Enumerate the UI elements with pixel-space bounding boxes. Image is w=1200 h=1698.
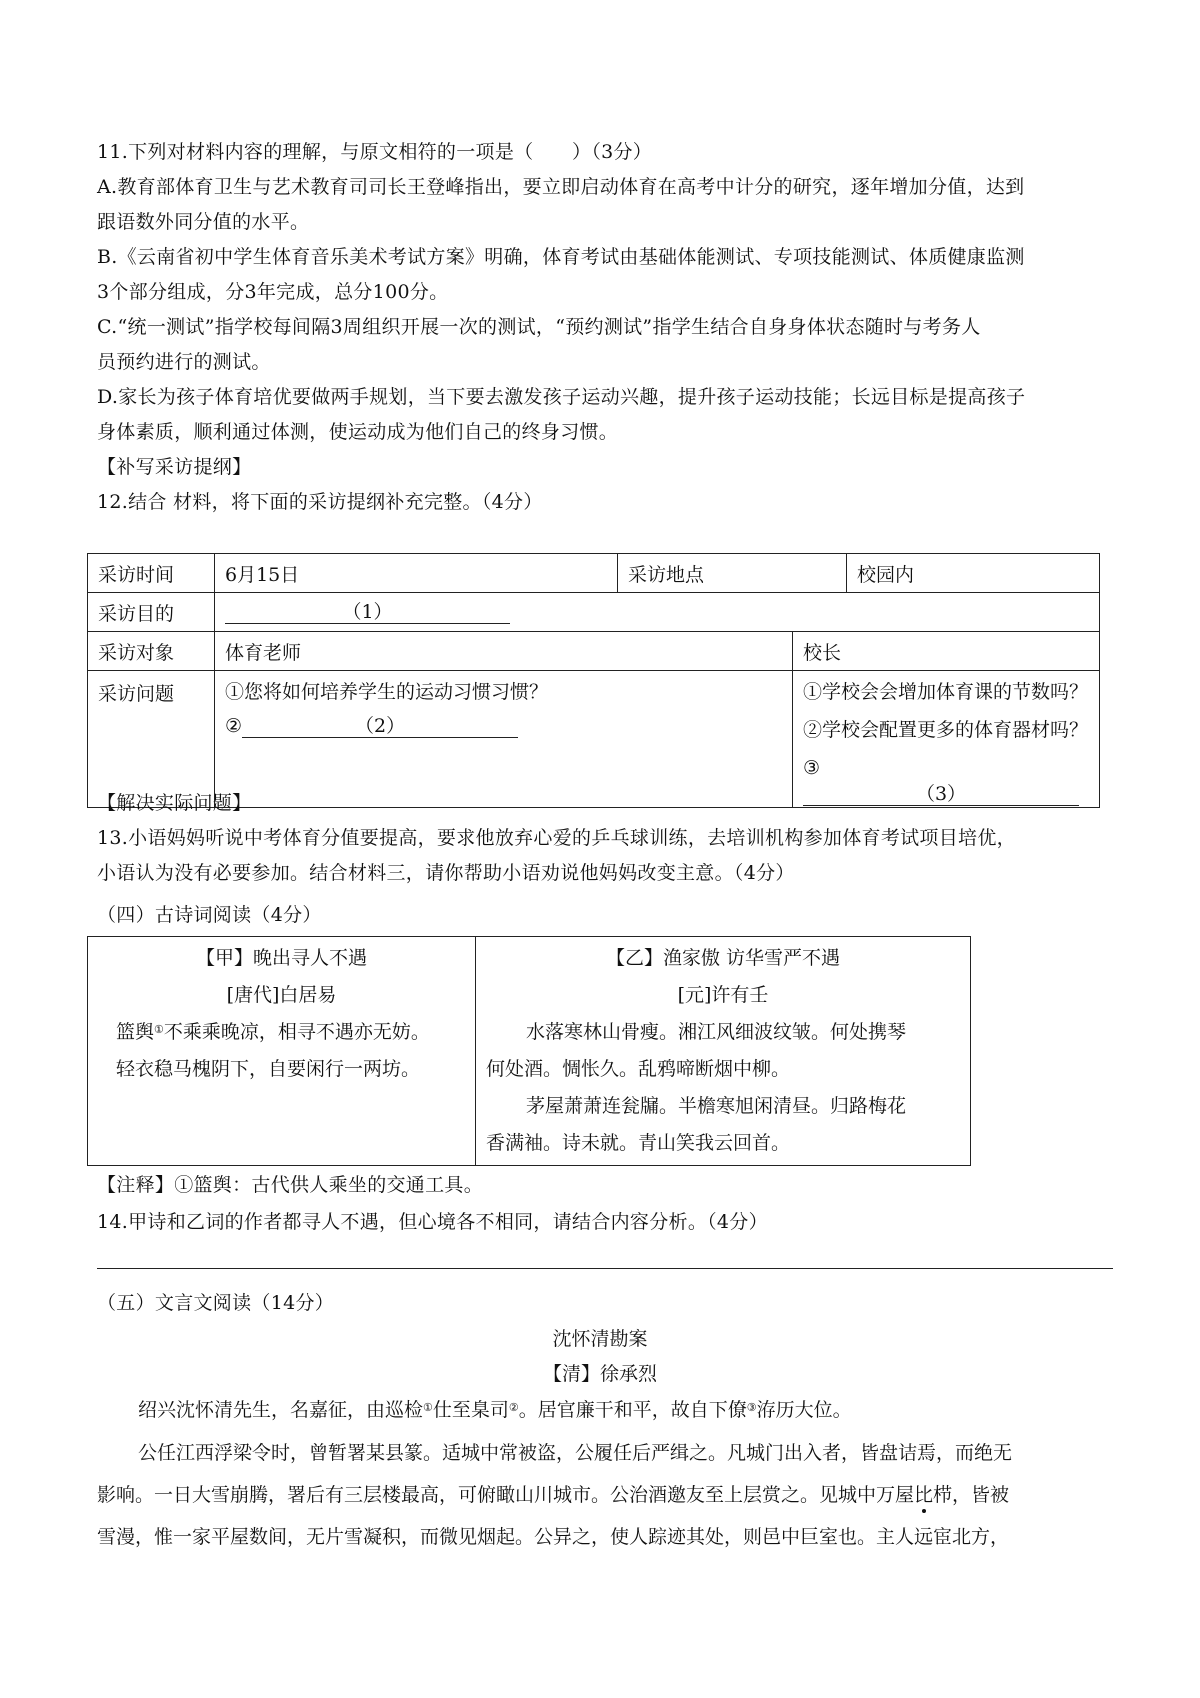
poem-jia-line1-b: 不乘乘晚凉，相寻不遇亦无妨。	[163, 1021, 430, 1043]
poem-yi-author: [元]许有壬	[677, 984, 769, 1006]
essay-p1-part: 绍兴沈怀清先生，名嘉征，由巡检	[138, 1399, 424, 1421]
poem-jia-line1	[116, 1019, 430, 1045]
poem-yi-line1: 水落寒林山骨瘦。湘江风细波纹皱。何处携琴	[526, 1021, 907, 1043]
table-row	[88, 593, 1100, 632]
interview-outline-table	[87, 553, 1100, 808]
target-teacher: 体育老师	[215, 632, 793, 671]
poem-jia-author: [唐代]白居易	[226, 984, 337, 1006]
essay-p2-part: 栉，皆被	[933, 1484, 1010, 1506]
footnote-marker: ①	[154, 1023, 164, 1036]
q11-option-c-line1: C.“统一测试”指学校每间隔3周组织开展一次的测试，“预约测试”指学生结合自身身体状态随时与考务人	[97, 316, 981, 338]
q11-option-d-line2: 身体素质，顺利通过体测，使运动成为他们自己的终身习惯。	[97, 421, 619, 443]
table-row	[88, 632, 1100, 671]
q11-stem: 11.下列对材料内容的理解，与原文相符的一项是（ ）（3分）	[97, 141, 653, 163]
essay-paragraph-2-line1: 公任江西浮梁令时，曾暂署某县篆。适城中常被盗，公履任后严缉之。凡城门出入者，皆盘诘焉，而绝无	[138, 1442, 1013, 1464]
teacher-question-1: ①您将如何培养学生的运动习惯习惯？	[225, 681, 549, 703]
principal-question-2: ②学校会配置更多的体育器材吗？	[803, 719, 1089, 741]
q12-stem: 12.结合 材料，将下面的采访提纲补充完整。（4分）	[97, 491, 543, 513]
q11-option-a-line2: 跟语数外同分值的水平。	[97, 211, 310, 233]
purpose-cell	[215, 593, 1100, 632]
section-heading-classical: （五）文言文阅读（14分）	[97, 1292, 335, 1314]
purpose-label: 采访目的	[88, 593, 215, 632]
teacher-question-2	[225, 713, 782, 739]
footnote-marker: ①	[423, 1401, 433, 1414]
answer-blank-2[interactable]: （2）	[242, 715, 518, 738]
q14-stem: 14.甲诗和乙词的作者都寻人不遇，但心境各不相同，请结合内容分析。（4分）	[97, 1211, 768, 1233]
poem-yi-title: 【乙】渔家傲 访华雪严不遇	[605, 947, 841, 969]
essay-p1-part: 仕至臬司	[432, 1399, 509, 1421]
poem-yi	[476, 937, 970, 1165]
target-label: 采访对象	[88, 632, 215, 671]
q11-option-b-line1: B.《云南省初中学生体育音乐美术考试方案》明确，体育考试由基础体能测试、专项技能测试、体质健康监测	[97, 246, 1025, 268]
emphasized-character: 比	[914, 1484, 934, 1506]
section-heading-solve: 【解决实际问题】	[97, 792, 252, 814]
essay-p1-part: 。居官廉干和平，故自下僚	[518, 1399, 747, 1421]
essay-p2-part: 影响。一日大雪崩腾，署后有三层楼最高，可俯瞰山川城市。公治酒邀友至上层赏之。见城中万屋	[97, 1484, 915, 1506]
essay-paragraph-1	[138, 1397, 852, 1423]
time-value: 6月15日	[215, 554, 618, 593]
poem-yi-line3: 茅屋萧萧连瓮牖。半檐寒旭闲清昼。归路梅花	[526, 1095, 907, 1117]
essay-author: 【清】徐承烈	[542, 1363, 657, 1385]
q13-line2: 小语认为没有必要参加。结合材料三，请你帮助小语劝说他妈妈改变主意。（4分）	[97, 862, 795, 884]
q11-option-a-line1: A.教育部体育卫生与艺术教育司司长王登峰指出，要立即启动体育在高考中计分的研究，逐年增加分值，达到	[97, 176, 1025, 198]
poem-jia-line2: 轻衣稳马槐阴下，自要闲行一两坊。	[116, 1058, 421, 1080]
q13-line1: 13.小语妈妈听说中考体育分值要提高，要求他放弃心爱的乒乓球训练，去培训机构参加体育考试项目培优，	[97, 827, 1016, 849]
principal-question-3	[803, 755, 1089, 807]
place-value: 校园内	[847, 554, 1100, 593]
poems-box	[87, 936, 971, 1166]
teacher-question-2-prefix: ②	[225, 715, 243, 737]
question-label: 采访问题	[88, 671, 215, 808]
essay-title: 沈怀清勘案	[552, 1328, 648, 1350]
time-label: 采访时间	[88, 554, 215, 593]
poem-jia	[88, 937, 475, 1165]
q11-option-d-line1: D.家长为孩子体育培优要做两手规划，当下要去激发孩子运动兴趣，提升孩子运动技能；长远目标是提高孩子	[97, 386, 1026, 408]
poem-jia-title: 【甲】晚出寻人不遇	[195, 947, 367, 969]
target-principal: 校长	[793, 632, 1100, 671]
essay-paragraph-2-line3: 雪漫，惟一家平屋数间，无片雪凝积，而微见烟起。公异之，使人踪迹其处，则邑中巨室也。主人远宦北方，	[97, 1526, 1010, 1548]
principal-questions	[793, 671, 1100, 808]
place-label: 采访地点	[618, 554, 847, 593]
table-row	[88, 554, 1100, 593]
poem-yi-line4: 香满袖。诗未就。青山笑我云回首。	[486, 1132, 791, 1154]
table-row	[88, 671, 1100, 808]
footnote-marker: ②	[508, 1401, 519, 1414]
essay-p1-part: 洊历大位。	[756, 1399, 852, 1421]
principal-question-1: ①学校会会增加体育课的节数吗？	[803, 681, 1089, 703]
answer-rule	[97, 1268, 1113, 1269]
principal-question-3-prefix: ③	[803, 757, 821, 779]
section-heading-outline: 【补写采访提纲】	[97, 456, 252, 478]
answer-blank-3[interactable]: （3）	[803, 783, 1079, 806]
poem-jia-line1-a: 篮舆	[116, 1021, 155, 1043]
poem-annotation: 【注释】①篮舆：古代供人乘坐的交通工具。	[97, 1174, 484, 1196]
poem-yi-line2: 何处酒。惆怅久。乱鸦啼断烟中柳。	[486, 1058, 791, 1080]
footnote-marker: ③	[746, 1401, 757, 1414]
teacher-questions	[215, 671, 793, 808]
section-heading-poetry: （四）古诗词阅读（4分）	[97, 904, 322, 926]
q11-option-c-line2: 员预约进行的测试。	[97, 351, 271, 373]
q11-option-b-line2: 3个部分组成，分3年完成，总分100分。	[97, 281, 449, 303]
essay-paragraph-2-line2	[97, 1482, 1009, 1508]
answer-blank-1[interactable]: （1）	[225, 601, 510, 624]
